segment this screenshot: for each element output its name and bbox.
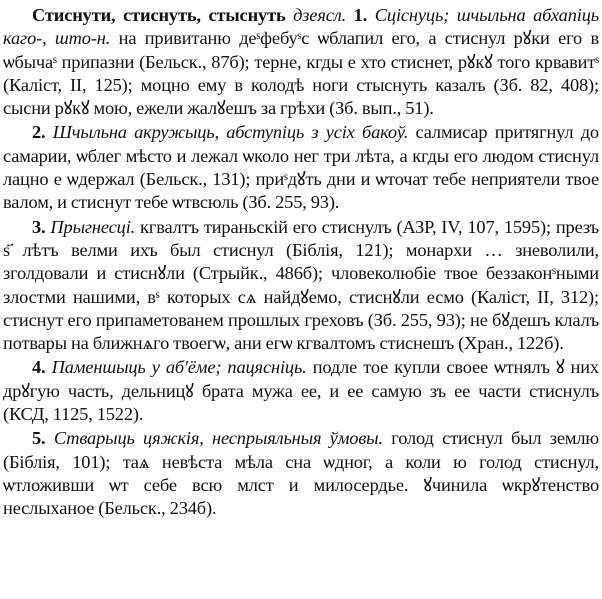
sense-examples: подле тое купли своее ѡтнялъ ꙋ них дрꙋгую часть, дельницꙋ брата мужа ее, и ее самую зъ ее части стиснулъ (КСД, 1125, 1522). — [3, 357, 599, 425]
sense-examples: голод стиснул был землю (Біблія, 101); таѧ невѣста мѣла сна ѡдног, а коли ю голод стиснул, ѡтложивши ѡт себе всю млст и милосердье. ꙋчинила ѡкрꙋтенство неслыханое (Бельск., 234б). — [3, 428, 599, 519]
sense-number: 4. — [32, 357, 46, 378]
sense-definition: Стварыць цяжкія, неспрыяльныя ўмовы. — [53, 428, 383, 449]
sense-4 — [3, 356, 599, 426]
sense-examples: кгвалтъ тираньскій его стиснулъ (АЗР, IV, 107, 1595); презъ ѕ҃ лѣтъ велми ихъ был стиснул (Біблія, 121); монархи … зневолили, зголдовали и стиснꙋли (Стрыйк., 486б); чловеколюбіе твое беззаконˢными злостми нашими, вˢ которых сѧ найдꙋемо, стиснꙋли есмо (Каліст, II, 312); стиснут его припаметованем прошлых греховъ (Зб. 255, 93); не бꙋдешъ клалъ потвары на ближнѧго твоегѡ, ани егѡ кгвалтомъ стиснешъ (Хран., 122б). — [3, 216, 599, 354]
sense-definition: Шчыльна акружыць, абступіць з усіх бакоў. — [52, 122, 409, 143]
sense-examples: на привитаню деˢфебуˢс ѡблапил его, а стиснул рꙋки его в ѡбычаˢ припазни (Бельск., 87б); терне, кгды е хто стиснет, рꙋкꙋ того крвавитˢ (Каліст, II, 125); моцно ему в колодѣ ноги стыснуть казалъ (Зб. 82, 408); сысни рꙋкꙋ мою, ежели жалꙋешъ за грѣхи (Зб. вып., 51). — [3, 28, 599, 119]
sense-5 — [3, 427, 599, 520]
sense-definition: Паменшыць у аб'ёме; пацясніць. — [51, 357, 307, 378]
sense-number: 3. — [32, 216, 46, 237]
grammar-label: дзеясл. — [293, 5, 347, 25]
sense-2 — [3, 121, 599, 214]
sense-1 — [3, 4, 599, 120]
sense-3 — [3, 216, 599, 356]
sense-number: 2. — [32, 122, 46, 143]
sense-definition: Прыгнесці. — [50, 216, 136, 237]
sense-examples: салмисар притягнул до самарии, ѡблег мѣсто и лежал ѡколо нег три лѣта, а кгды его людом стиснул лацно е ѡдержал (Бельск., 131); приˢдꙋть дни и ѡточат тебе неприятели твое валом, и стиснут тебе ѡтвсюль (Зб. 255, 93). — [3, 122, 599, 213]
sense-number: 5. — [32, 428, 46, 449]
sense-number: 1. — [353, 5, 368, 25]
sense-definition: Сціснуць; шчыльна абхапіць каго-, што-н. — [3, 5, 599, 49]
headword: Стиснути, стиснуть, стыснуть — [32, 5, 286, 25]
